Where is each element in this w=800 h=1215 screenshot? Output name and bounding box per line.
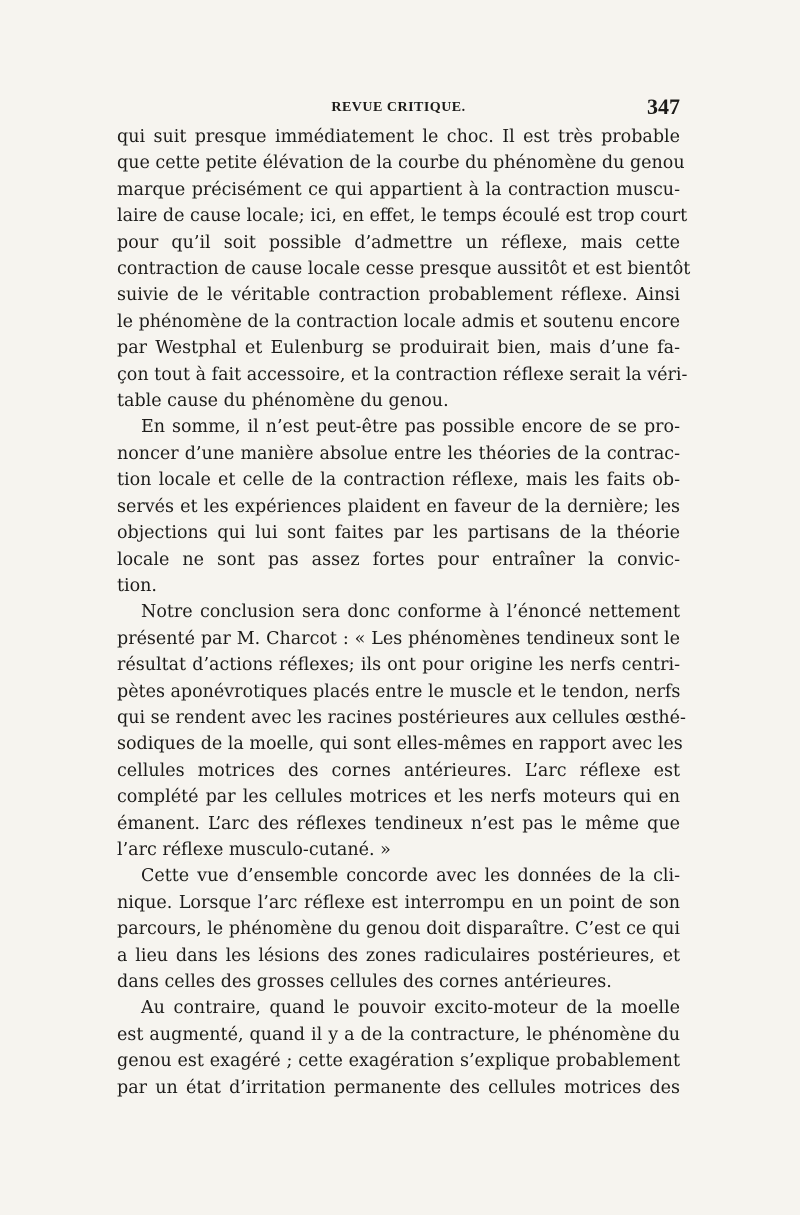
text-line: que cette petite élévation de la courbe du phénomène du genou	[117, 153, 685, 174]
paragraph	[117, 995, 680, 1101]
text-line: est augmenté, quand il y a de la contracture, le phénomène du	[117, 1024, 680, 1045]
text-line: marque précisément ce qui appartient à la contraction muscu-	[117, 179, 680, 200]
text-line: servés et les expériences plaident en faveur de la dernière; les	[117, 496, 680, 517]
text-line: parcours, le phénomène du genou doit disparaître. C’est ce qui	[117, 919, 680, 940]
text-line: sodiques de la moelle, qui sont elles-mêmes en rapport avec les	[117, 734, 683, 755]
running-title: REVUE CRITIQUE.	[331, 100, 466, 115]
text-line: tion locale et celle de la contraction réflexe, mais les faits ob-	[117, 470, 680, 491]
text-line: contraction de cause locale cesse presque aussitôt et est bientôt	[117, 259, 691, 280]
text-line: objections qui lui sont faites par les partisans de la théorie	[117, 523, 680, 544]
text-line: laire de cause locale; ici, en effet, le temps écoulé est trop court	[117, 206, 688, 227]
text-line: nique. Lorsque l’arc réflexe est interrompu en un point de son	[117, 892, 680, 913]
body-text	[117, 124, 691, 1101]
running-head	[117, 94, 680, 122]
text-line: pour qu’il soit possible d’admettre un réflexe, mais cette	[117, 232, 680, 253]
text-line: complété par les cellules motrices et les nerfs moteurs qui en	[117, 787, 680, 808]
text-line: par un état d’irritation permanente des cellules motrices des	[117, 1077, 680, 1098]
text-line: Notre conclusion sera donc conforme à l’énoncé nettement	[141, 602, 680, 623]
text-line: a lieu dans les lésions des zones radiculaires postérieures, et	[117, 945, 680, 966]
paragraph	[117, 863, 680, 995]
text-line: qui suit presque immédiatement le choc. Il est très probable	[117, 127, 680, 147]
text-line: table cause du phénomène du genou.	[117, 391, 449, 412]
text-line: présenté par M. Charcot : « Les phénomènes tendineux sont le	[117, 628, 680, 649]
text-line: Au contraire, quand le pouvoir excito-moteur de la moelle	[141, 998, 680, 1019]
text-line: suivie de le véritable contraction probablement réflexe. Ainsi	[117, 285, 680, 306]
text-line: résultat d’actions réflexes; ils ont pour origine les nerfs centri-	[117, 655, 680, 676]
text-line: le phénomène de la contraction locale admis et soutenu encore	[117, 311, 680, 332]
paragraph	[117, 599, 686, 863]
text-line: par Westphal et Eulenburg se produirait bien, mais d’une fa-	[117, 338, 680, 359]
text-line: genou est exagéré ; cette exagération s’explique probablement	[117, 1051, 680, 1072]
text-line: émanent. L’arc des réflexes tendineux n’est pas le même que	[117, 813, 680, 834]
paragraph	[117, 414, 680, 599]
text-line: cellules motrices des cornes antérieures. L’arc réflexe est	[117, 760, 680, 781]
text-line: qui se rendent avec les racines postérieures aux cellules œsthé-	[117, 707, 686, 728]
text-line: çon tout à fait accessoire, et la contraction réflexe serait la véri-	[117, 364, 688, 385]
text-line: l’arc réflexe musculo-cutané. »	[117, 839, 391, 860]
text-line: noncer d’une manière absolue entre les théories de la contrac-	[117, 443, 680, 464]
text-line: locale ne sont pas assez fortes pour entraîner la convic-	[117, 549, 680, 570]
text-line: pètes aponévrotiques placés entre le muscle et le tendon, nerfs	[117, 681, 681, 702]
text-line: Cette vue d’ensemble concorde avec les données de la cli-	[141, 866, 680, 887]
text-line: tion.	[117, 575, 157, 596]
text-line: dans celles des grosses cellules des cornes antérieures.	[117, 972, 612, 992]
text-line: En somme, il n’est peut-être pas possible encore de se pro-	[141, 417, 680, 438]
book-page	[117, 94, 691, 1101]
page-number: 347	[647, 94, 680, 119]
paragraph	[117, 124, 691, 414]
